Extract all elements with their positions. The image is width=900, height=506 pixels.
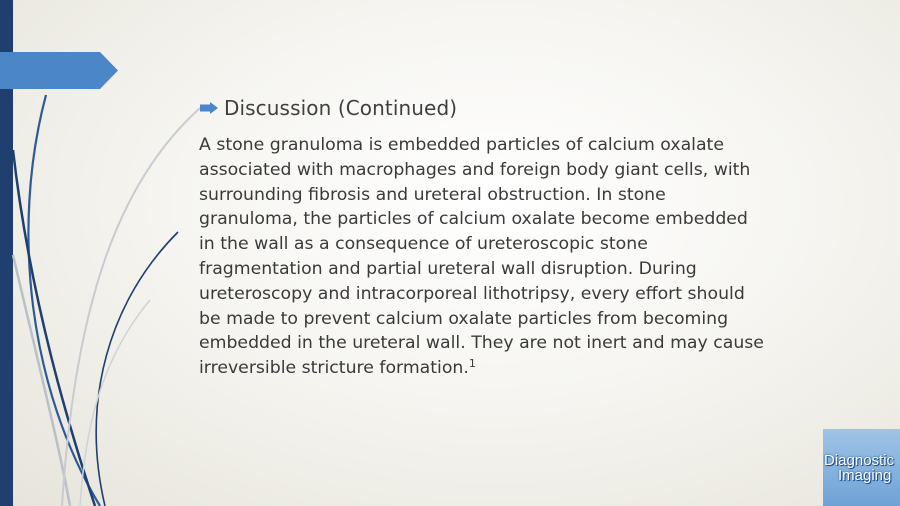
logo-line-1: Diagnostic bbox=[824, 452, 895, 469]
logo-line-2: Imaging bbox=[838, 467, 892, 484]
logo-text bbox=[824, 453, 900, 483]
decorative-curves bbox=[0, 0, 220, 506]
footnote-reference: 1 bbox=[468, 357, 476, 371]
heading-row bbox=[200, 96, 457, 120]
body-paragraph bbox=[199, 133, 769, 381]
diagnostic-imaging-logo bbox=[823, 429, 900, 506]
slide-heading: Discussion (Continued) bbox=[224, 96, 458, 120]
body-text: A stone granuloma is embedded particles of calcium oxalate associated with macrophages and foreign body giant cells, with surrounding fibrosis and ureteral obstruction. In stone granuloma, the particles of calcium oxalate become embedded in the wall as a consequence of ureteroscopic stone fragmentation and partial ureteral wall disruption. During ureteroscopy and intracorporeal lithotripsy, every effort should be made to prevent calcium oxalate particles from becoming embedded in the ureteral wall. They are not inert and may cause irreversible stricture formation. bbox=[199, 135, 764, 379]
arrow-bullet-icon bbox=[200, 102, 218, 114]
